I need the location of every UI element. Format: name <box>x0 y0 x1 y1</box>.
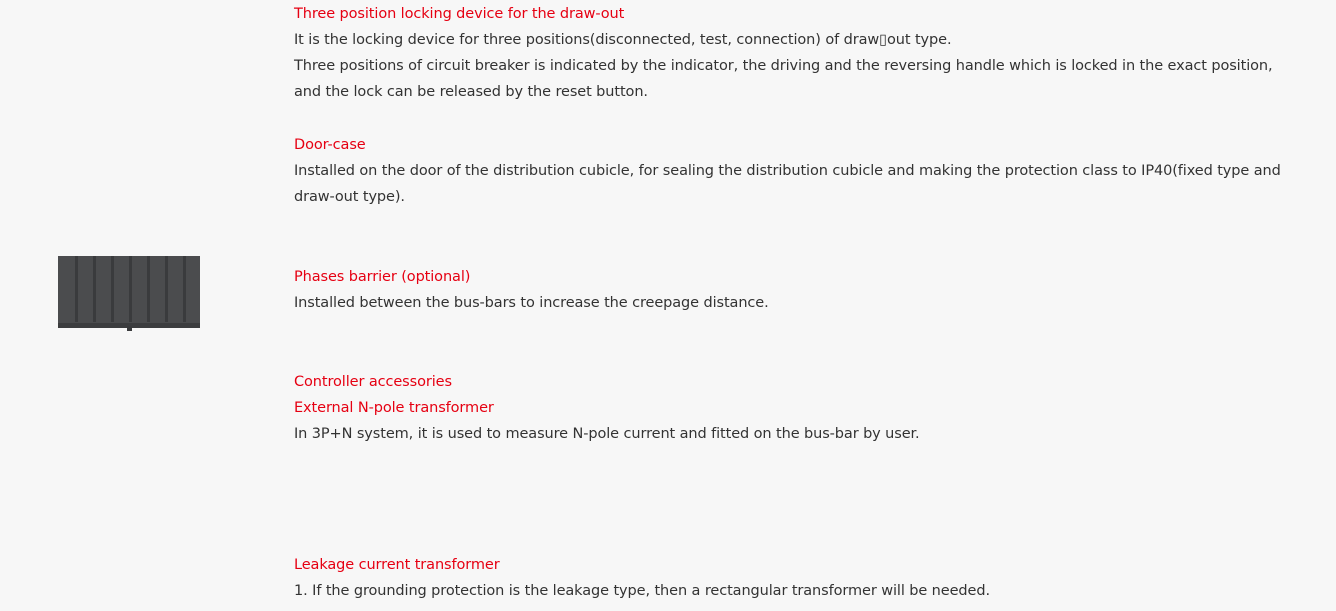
controller-accessories-section <box>294 369 1284 447</box>
leakage-transformer-text: 1. If the grounding protection is the leakage type, then a rectangular transformer will be needed. <box>294 583 990 599</box>
controller-accessories-title: Controller accessories <box>294 374 452 390</box>
door-case-section <box>294 132 1284 210</box>
n-pole-transformer-text: In 3P+N system, it is used to measure N-pole current and fitted on the bus-bar by user. <box>294 426 920 442</box>
phases-barrier-image <box>58 256 200 328</box>
leakage-transformer-section <box>294 552 1284 604</box>
phases-barrier-section <box>294 264 1284 316</box>
door-case-text: Installed on the door of the distribution cubicle, for sealing the distribution cubicle and making the protection class to IP40(fixed type and draw-out type). <box>294 163 1281 205</box>
leakage-transformer-title: Leakage current transformer <box>294 557 500 573</box>
n-pole-transformer-title: External N-pole transformer <box>294 400 494 416</box>
locking-device-text-1: It is the locking device for three positions(disconnected, test, connection) of draw▯out type. <box>294 32 952 48</box>
door-case-title: Door-case <box>294 137 366 153</box>
locking-device-section <box>294 1 1284 105</box>
phases-barrier-title: Phases barrier (optional) <box>294 269 471 285</box>
phases-barrier-text: Installed between the bus-bars to increase the creepage distance. <box>294 295 769 311</box>
locking-device-title: Three position locking device for the draw-out <box>294 6 625 22</box>
locking-device-text-2: Three positions of circuit breaker is indicated by the indicator, the driving and the reversing handle which is locked in the exact position, and the lock can be released by the reset button. <box>294 58 1273 100</box>
